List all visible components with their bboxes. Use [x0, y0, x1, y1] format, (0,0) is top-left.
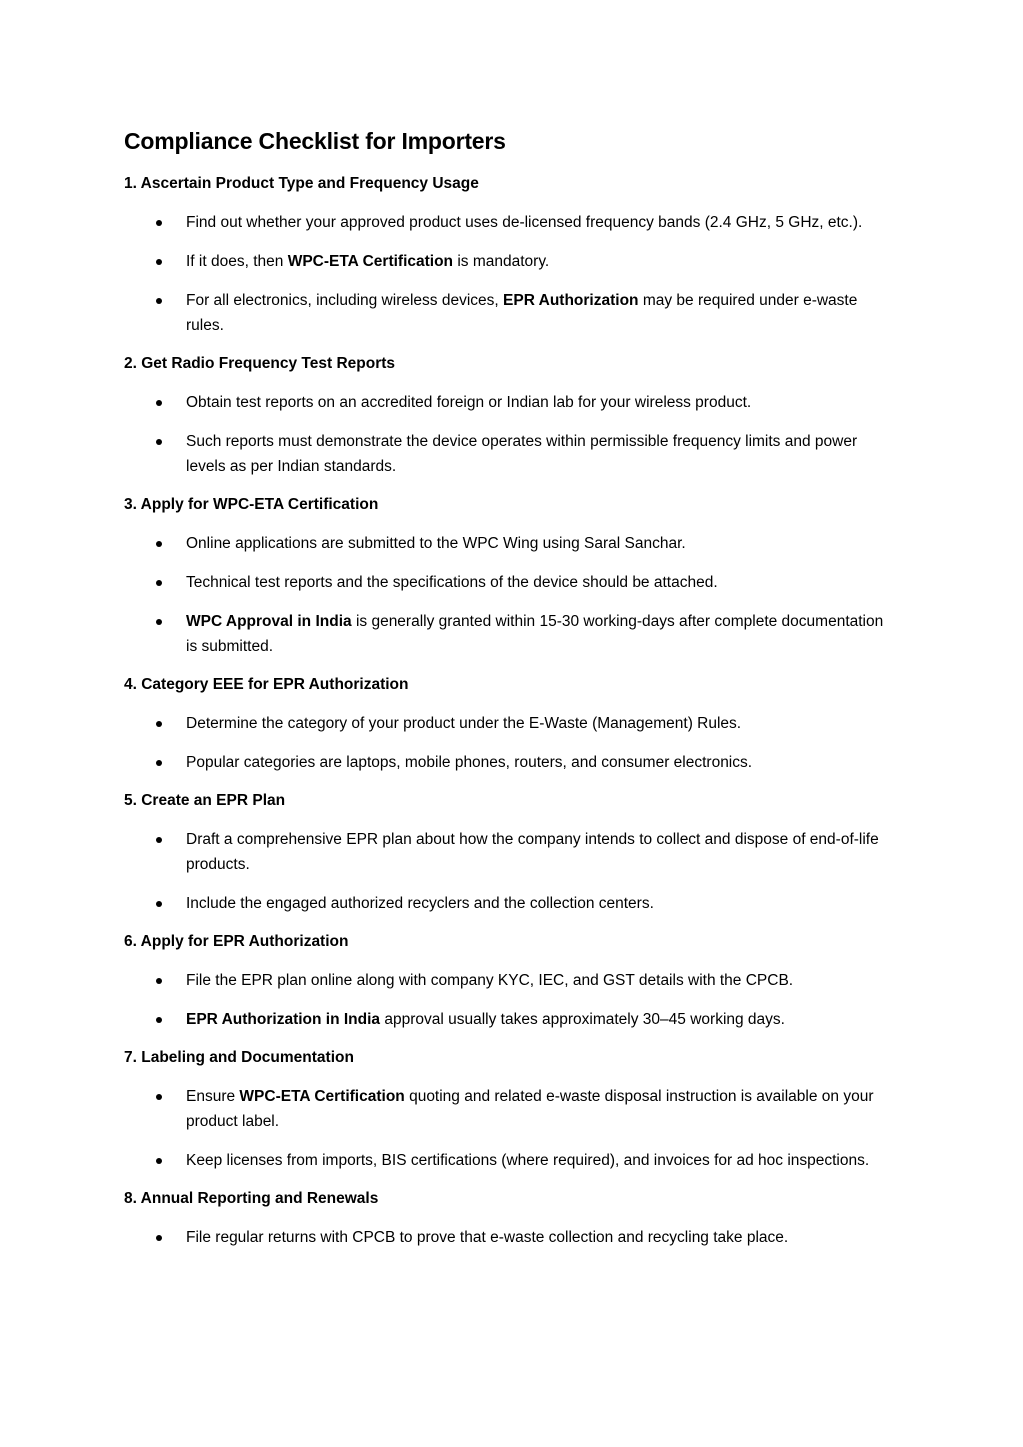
- list-item: [124, 968, 896, 993]
- list-item-text: Obtain test reports on an accredited foreign or Indian lab for your wireless product.: [186, 394, 752, 411]
- list-item-emphasis: WPC-ETA Certification: [287, 253, 454, 270]
- list-item-emphasis: EPR Authorization in India: [186, 1011, 381, 1028]
- list-item-text: File the EPR plan online along with company KYC, IEC, and GST details with the CPCB.: [186, 972, 794, 989]
- section-heading: 4. Category EEE for EPR Authorization: [124, 676, 409, 693]
- bullet-icon: [156, 901, 162, 907]
- checklist-section: [124, 775, 904, 916]
- list-item: [124, 429, 896, 479]
- list-item: [124, 288, 896, 338]
- list-item: [124, 1148, 896, 1173]
- list-item-text: quoting and related e-waste disposal instruction is available on your product label.: [186, 1088, 874, 1130]
- list-item: [124, 1225, 896, 1250]
- list-item-text: Online applications are submitted to the WPC Wing using Saral Sanchar.: [186, 535, 686, 552]
- list-item-emphasis: WPC Approval in India: [186, 613, 352, 630]
- section-heading: 1. Ascertain Product Type and Frequency Usage: [124, 175, 479, 192]
- list-item-text: Such reports must demonstrate the device operates within permissible frequency limits and power levels as per Indian standards.: [186, 433, 858, 475]
- page-title: Compliance Checklist for Importers: [124, 128, 506, 154]
- bullet-icon: [156, 1017, 162, 1023]
- checklist-sections: [124, 158, 904, 1250]
- bullet-icon: [156, 1158, 162, 1164]
- list-item: [124, 1007, 896, 1032]
- bullet-icon: [156, 978, 162, 984]
- checklist-section: [124, 338, 904, 479]
- bullet-icon: [156, 760, 162, 766]
- list-item: [124, 210, 896, 235]
- bullet-icon: [156, 541, 162, 547]
- section-heading: 3. Apply for WPC-ETA Certification: [124, 496, 379, 513]
- bullet-icon: [156, 1235, 162, 1241]
- list-item-emphasis: WPC-ETA Certification: [239, 1088, 405, 1105]
- list-item-text: approval usually takes approximately 30–45 working days.: [380, 1011, 785, 1028]
- document-page: [124, 124, 904, 1250]
- list-item: [124, 711, 896, 736]
- checklist-section: [124, 479, 904, 659]
- checklist-section: [124, 916, 904, 1032]
- bullet-icon: [156, 439, 162, 445]
- list-item-text: Technical test reports and the specifications of the device should be attached.: [186, 574, 718, 591]
- bullet-icon: [156, 837, 162, 843]
- list-item: [124, 827, 896, 877]
- list-item-text: may be required under e-waste rules.: [186, 292, 858, 334]
- bullet-list: [124, 1084, 904, 1173]
- bullet-icon: [156, 1094, 162, 1100]
- list-item-text: is generally granted within 15-30 working-days after complete documentation is submitted.: [186, 613, 884, 655]
- list-item: [124, 570, 896, 595]
- bullet-list: [124, 390, 904, 479]
- bullet-icon: [156, 298, 162, 304]
- list-item-text: Keep licenses from imports, BIS certifications (where required), and invoices for ad hoc inspections.: [186, 1152, 870, 1169]
- list-item: [124, 249, 896, 274]
- list-item-text: Ensure: [186, 1088, 240, 1105]
- list-item: [124, 609, 896, 659]
- list-item: [124, 1084, 896, 1134]
- checklist-section: [124, 158, 904, 338]
- list-item-text: is mandatory.: [453, 253, 550, 270]
- section-heading: 2. Get Radio Frequency Test Reports: [124, 355, 396, 372]
- bullet-icon: [156, 220, 162, 226]
- list-item-text: Find out whether your approved product uses de-licensed frequency bands (2.4 GHz, 5 GHz, etc.).: [186, 214, 863, 231]
- list-item-text: Determine the category of your product under the E-Waste (Management) Rules.: [186, 715, 742, 732]
- section-heading: 7. Labeling and Documentation: [124, 1049, 354, 1066]
- checklist-section: [124, 1032, 904, 1173]
- bullet-list: [124, 531, 904, 659]
- list-item-text: Draft a comprehensive EPR plan about how the company intends to collect and dispose of end-of-life products.: [186, 831, 879, 873]
- list-item-text: If it does, then: [186, 253, 288, 270]
- bullet-icon: [156, 400, 162, 406]
- bullet-list: [124, 827, 904, 916]
- list-item: [124, 531, 896, 556]
- list-item-emphasis: EPR Authorization: [503, 292, 639, 309]
- section-heading: 6. Apply for EPR Authorization: [124, 933, 349, 950]
- section-heading: 8. Annual Reporting and Renewals: [124, 1190, 379, 1207]
- list-item-text: Popular categories are laptops, mobile phones, routers, and consumer electronics.: [186, 754, 753, 771]
- bullet-icon: [156, 619, 162, 625]
- bullet-icon: [156, 721, 162, 727]
- list-item: [124, 750, 896, 775]
- checklist-section: [124, 659, 904, 775]
- list-item: [124, 891, 896, 916]
- bullet-list: [124, 1225, 904, 1250]
- section-heading: 5. Create an EPR Plan: [124, 792, 286, 809]
- bullet-list: [124, 711, 904, 775]
- bullet-icon: [156, 580, 162, 586]
- bullet-list: [124, 210, 904, 338]
- list-item-text: File regular returns with CPCB to prove that e-waste collection and recycling take place.: [186, 1229, 789, 1246]
- bullet-list: [124, 968, 904, 1032]
- list-item: [124, 390, 896, 415]
- list-item-text: Include the engaged authorized recyclers and the collection centers.: [186, 895, 654, 912]
- checklist-section: [124, 1173, 904, 1250]
- list-item-text: For all electronics, including wireless devices,: [186, 292, 504, 309]
- bullet-icon: [156, 259, 162, 265]
